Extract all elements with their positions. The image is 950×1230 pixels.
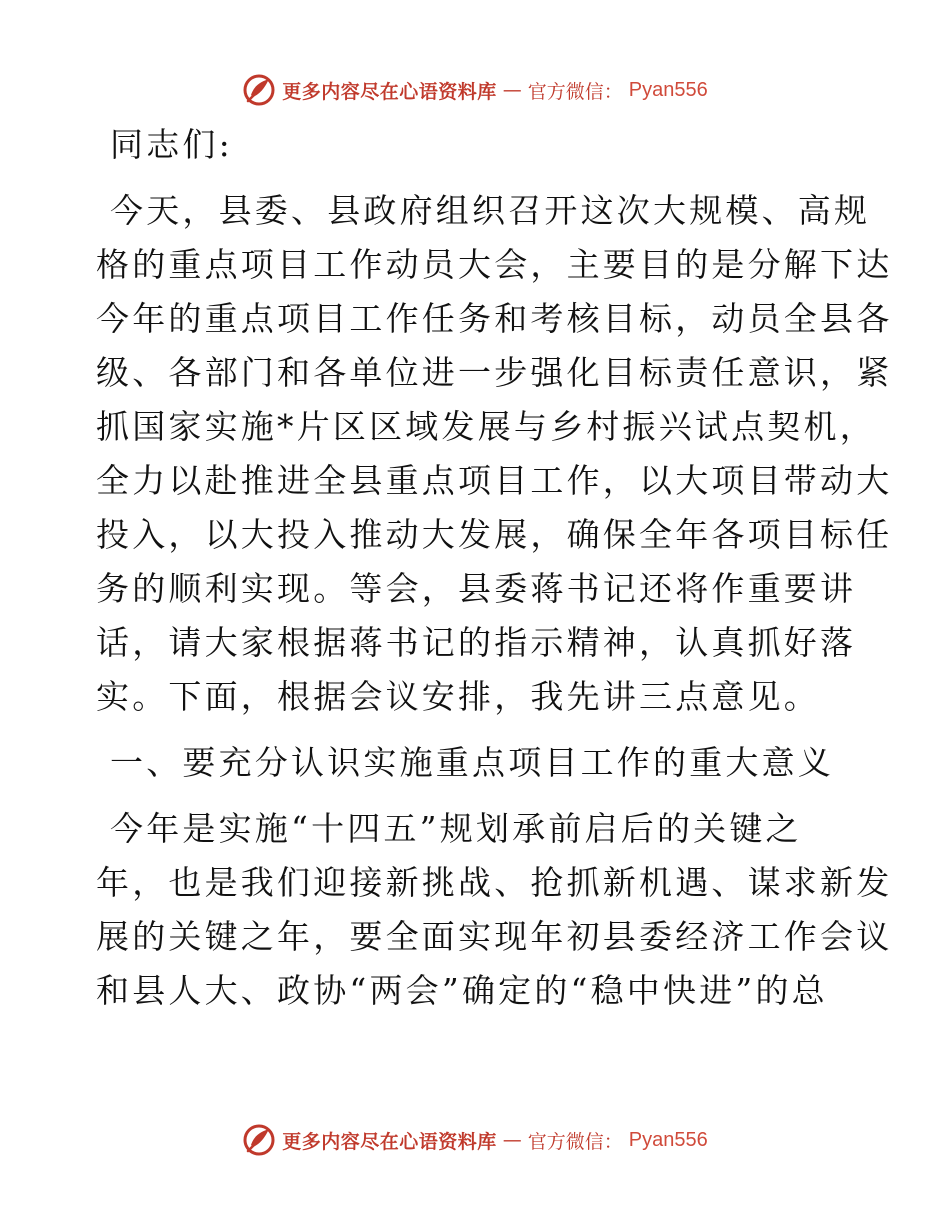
paragraph-line: 全力以赴推进全县重点项目工作，以大项目带动大: [96, 461, 893, 500]
paragraph-line: 年，也是我们迎接新挑战、抢抓新机遇、谋求新发: [96, 863, 893, 902]
watermark-wechat-label: 官方微信：: [527, 80, 623, 103]
paragraph-line: 话，请大家根据蒋书记的指示精神，认真抓好落: [96, 623, 857, 662]
brand-logo-icon: [242, 1123, 276, 1157]
paragraph-line: 务的顺利实现。等会，县委蒋书记还将作重要讲: [96, 569, 857, 608]
paragraph-line: 投入，以大投入推动大发展，确保全年各项目标任: [96, 515, 893, 554]
watermark-wechat-label: 官方微信：: [527, 1130, 623, 1153]
paragraph-1: [96, 184, 893, 724]
paragraph-line: 格的重点项目工作动员大会，主要目的是分解下达: [96, 245, 893, 284]
watermark-separator: —: [502, 1129, 522, 1151]
paragraph-line: 实。下面，根据会议安排，我先讲三点意见。: [96, 677, 820, 716]
section-heading: 一、要充分认识实施重点项目工作的重大意义: [110, 743, 834, 782]
watermark-wechat-id: Pyan556: [628, 78, 708, 101]
paragraph-line: 级、各部门和各单位进一步强化目标责任意识，紧: [96, 353, 893, 392]
document-body: [96, 118, 893, 1018]
watermark-brand-text: 更多内容尽在心语资料库: [282, 1130, 497, 1153]
paragraph-2: [96, 802, 893, 1018]
paragraph-line: 今年是实施“十四五”规划承前启后的关键之: [110, 809, 802, 848]
paragraph-line: 今天，县委、县政府组织召开这次大规模、高规: [110, 191, 871, 230]
salutation: 同志们:: [110, 125, 233, 164]
brand-logo-icon: [242, 73, 276, 107]
watermark-banner-bottom: [0, 1120, 950, 1160]
watermark-brand-text: 更多内容尽在心语资料库: [282, 80, 497, 103]
watermark-wechat-id: Pyan556: [628, 1128, 708, 1151]
paragraph-line: 抓国家实施*片区区域发展与乡村振兴试点契机，: [96, 407, 876, 446]
watermark-separator: —: [502, 79, 522, 101]
paragraph-line: 今年的重点项目工作任务和考核目标，动员全县各: [96, 299, 893, 338]
paragraph-line: 展的关键之年，要全面实现年初县委经济工作会议: [96, 917, 893, 956]
paragraph-line: 和县人大、政协“两会”确定的“稳中快进”的总: [96, 971, 828, 1010]
watermark-banner-top: [0, 70, 950, 110]
